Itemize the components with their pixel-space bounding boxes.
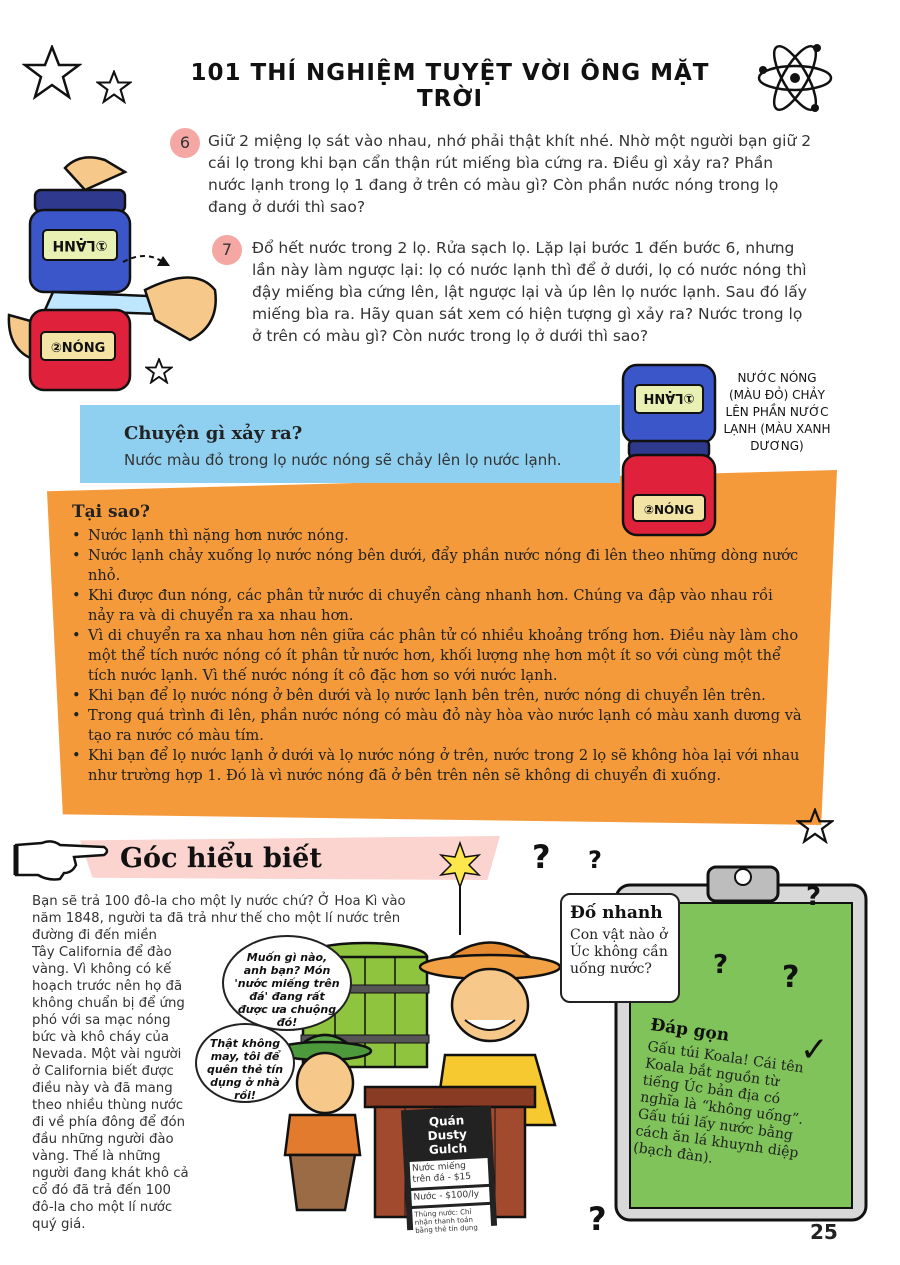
story-line: đô-la cho một lí nước	[32, 1200, 173, 1215]
list-item: • Nước lạnh chảy xuống lọ nước nóng bên dưới, đẩy phần nước nóng đi lên theo những dòng nước nhỏ.	[72, 546, 802, 586]
story-intro: Bạn sẽ trả 100 đô-la cho một ly nước chứ? Ở Hoa Kì vào năm 1848, người ta đã trả như thế cho một lí nước trên đường đi đến miền	[32, 894, 406, 943]
quiz-answer-heading: Đáp gọn	[649, 1015, 731, 1046]
question-mark-icon: ?	[588, 846, 602, 874]
what-happened-text: Nước màu đỏ trong lọ nước nóng sẽ chảy lên lọ nước lạnh.	[124, 451, 562, 469]
buyer-speech-text: Thật không may, tôi để quên thẻ tín dụng ở nhà rồi!	[206, 1037, 284, 1102]
story-line: quý giá.	[32, 1217, 86, 1232]
story-line: điều này và đã mang	[32, 1081, 173, 1096]
story-line: ở California biết được	[32, 1064, 174, 1079]
list-item: • Vì di chuyển ra xa nhau hơn nên giữa các phân tử có nhiều khoảng trống hơn. Điều này làm cho một thể tích nước nóng có ít phân tử nước hơn, khối lượng nhẹ hơn một ít so với cùng một thể tích nước lạnh. Vì thế nước nóng ít cô đặc hơn so với nước lạnh.	[72, 626, 802, 686]
result-caption: NƯỚC NÓNG (MÀU ĐỎ) CHẢY LÊN PHẦN NƯỚC LẠNH (MÀU XANH DƯƠNG)	[723, 371, 831, 453]
story-line: hoạch trước nên họ đã	[32, 979, 183, 994]
story-line: vàng. Thế là những	[32, 1149, 161, 1164]
page-title: 101 THÍ NGHIỆM TUYỆT VỜI ÔNG MẶT TRỜI	[190, 60, 710, 112]
story-line: bức và khô cháy của	[32, 1030, 170, 1045]
svg-text:②NÓNG: ②NÓNG	[643, 503, 695, 517]
saloon-name: Quán Dusty Gulch	[427, 1113, 468, 1158]
story-line: cổ đó đã trả đến 100	[32, 1183, 172, 1198]
story-line: đi về phía đông để đón	[32, 1115, 186, 1130]
checkmark-icon: ✓	[800, 1030, 829, 1070]
story-line: không chuẩn bị để ứng	[32, 996, 185, 1011]
story-line: phó với sa mạc nóng	[32, 1013, 171, 1028]
story-line: người đang khát khô cả	[32, 1166, 189, 1181]
sign-item-1: Nước miếng trên đá - $15	[410, 1158, 489, 1188]
buyer-speech-bubble	[195, 1023, 295, 1103]
seller-speech-bubble	[222, 935, 352, 1031]
svg-text:①LẠNH: ①LẠNH	[52, 237, 108, 253]
star-icon	[22, 45, 82, 100]
svg-text:②NÓNG: ②NÓNG	[50, 341, 106, 356]
corner-heading: Góc hiểu biết	[120, 843, 322, 874]
why-heading: Tại sao?	[72, 502, 150, 522]
svg-text:①LẠNH: ①LẠNH	[643, 390, 695, 405]
star-icon	[796, 808, 834, 844]
question-mark-icon: ?	[588, 1200, 607, 1238]
pointing-hand-icon	[12, 835, 112, 885]
step-number-6: 6	[170, 128, 200, 158]
question-mark-icon: ?	[782, 960, 800, 995]
list-item: • Nước lạnh thì nặng hơn nước nóng.	[72, 526, 802, 546]
jars-hands-illustration	[5, 150, 220, 400]
question-mark-icon: ?	[713, 950, 729, 980]
quiz-question-heading: Đố nhanh	[570, 903, 663, 923]
why-list	[72, 526, 802, 786]
story-column	[32, 944, 232, 1233]
quiz-answer	[632, 1015, 815, 1180]
star-icon	[96, 70, 132, 104]
atom-icon	[755, 40, 835, 115]
page-number: 25	[810, 1220, 838, 1244]
seller-speech-text: Muốn gì nào, anh bạn? Món 'nước miếng trên đá' đang rất được ưa chuộng đó!	[234, 951, 340, 1029]
story-line: Tây California để đào	[32, 945, 172, 960]
quiz-answer-text: Gấu túi Koala! Cái tên Koala bắt nguồn từ tiếng Úc bản địa có nghĩa là “không uống”. Gấu túi lấy nước bằng cách ăn lá khuynh diệp (bạch đàn).	[632, 1038, 805, 1167]
result-jars-illustration	[615, 355, 725, 545]
list-item: • Khi được đun nóng, các phân tử nước di chuyển càng nhanh hơn. Chúng va đập vào nhau rồi nảy ra và di chuyển ra xa nhau hơn.	[72, 586, 802, 626]
step-number-7: 7	[212, 235, 242, 265]
story-line: theo nhiều thùng nước	[32, 1098, 184, 1113]
step-6-text: Giữ 2 miệng lọ sát vào nhau, nhớ phải thật khít nhé. Nhờ một người bạn giữ 2 cái lọ trong khi bạn cẩn thận rút miếng bìa cứng ra. Điều gì xảy ra? Phần nước lạnh trong lọ 1 đang ở trên có màu gì? Còn phần nước nóng trong lọ đang ở dưới thì sao?	[208, 132, 812, 216]
question-mark-icon: ?	[532, 838, 551, 876]
sign-item-2: Nước - $100/ly	[411, 1187, 490, 1206]
quiz-question-text: Con vật nào ở Úc không cần uống nước?	[570, 927, 668, 977]
what-happened-heading: Chuyện gì xảy ra?	[124, 423, 303, 444]
story-line: vàng. Vì không có kế	[32, 962, 172, 977]
what-happened-panel	[80, 405, 620, 483]
quiz-question-card	[560, 893, 680, 1003]
list-item: • Khi bạn để lọ nước lạnh ở dưới và lọ nước nóng ở trên, nước trong 2 lọ sẽ không hòa lại với nhau như trường hợp 1. Đó là vì nước nóng đã ở bên trên nên sẽ không di chuyển đi xuống.	[72, 746, 802, 786]
saloon-sign	[401, 1106, 497, 1235]
story-line: đầu những người đào	[32, 1132, 174, 1147]
step-7-text: Đổ hết nước trong 2 lọ. Rửa sạch lọ. Lặp lại bước 1 đến bước 6, nhưng lần này làm ngược lại: lọ có nước lạnh thì để ở dưới, lọ có nước nóng thì đậy miếng bìa cứng lên, lật ngược lại và úp lên lọ nước lạnh. Sau đó lấy miếng bìa ra. Hãy quan sát xem có hiện tượng gì xảy ra? Nước trong lọ ở trên có màu gì? Còn nước trong lọ ở dưới thì sao?	[252, 239, 807, 345]
question-mark-icon: ?	[806, 882, 822, 912]
star-icon	[145, 358, 173, 384]
list-item: • Khi bạn để lọ nước nóng ở bên dưới và lọ nước lạnh bên trên, nước nóng di chuyển lên trên.	[72, 686, 802, 706]
list-item: • Trong quá trình đi lên, phần nước nóng có màu đỏ này hòa vào nước lạnh có màu xanh dương và tạo ra nước có màu tím.	[72, 706, 802, 746]
story-line: Nevada. Một vài người	[32, 1047, 182, 1062]
sign-note: Thùng nước: Chỉ nhận thanh toán bằng thẻ tín dụng	[412, 1205, 491, 1237]
